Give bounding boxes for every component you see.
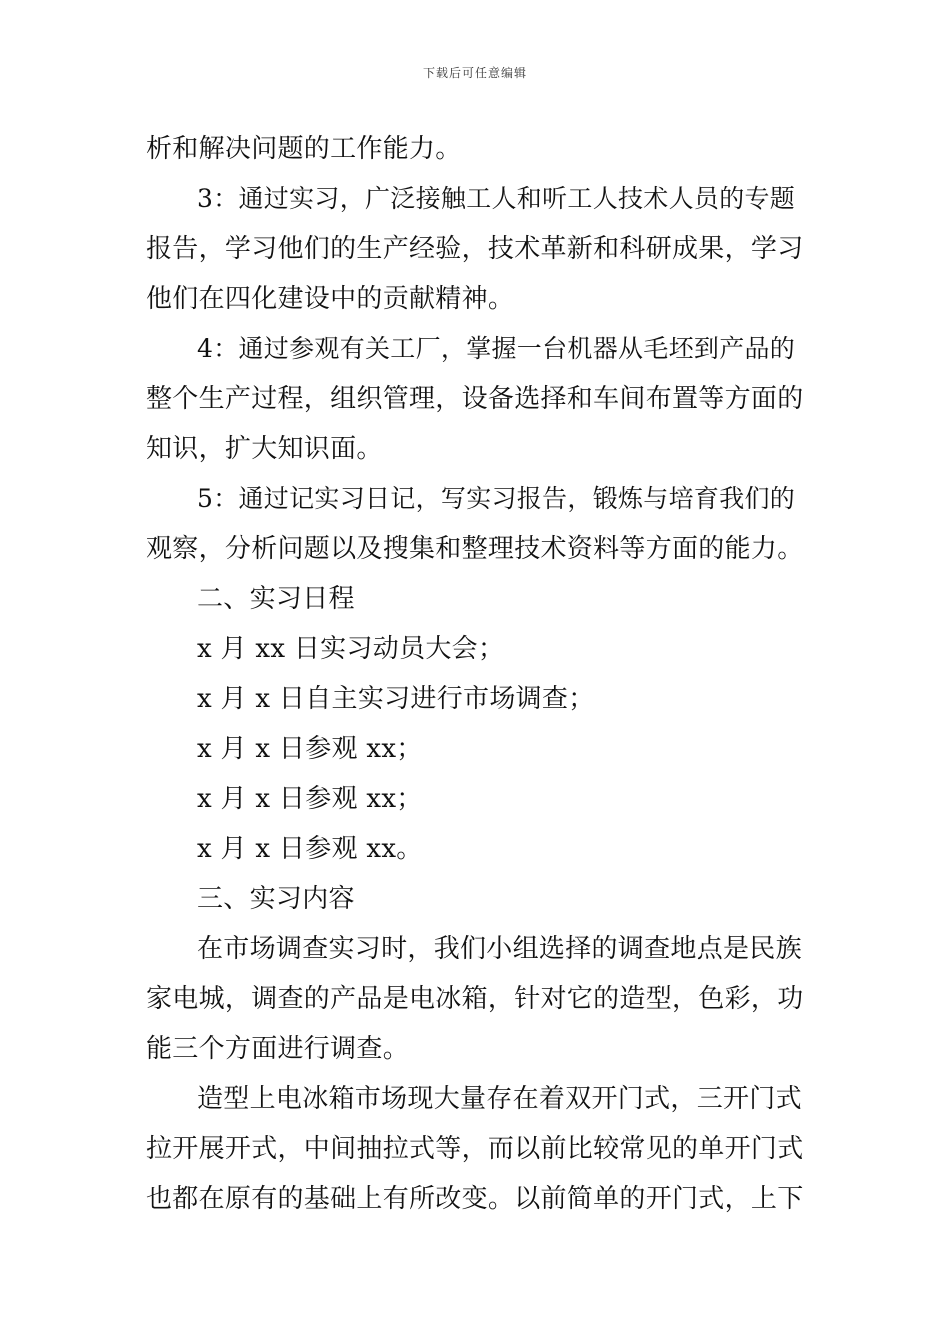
text-line: x 月 x 日自主实习进行市场调查； bbox=[197, 684, 595, 714]
text-line: x 月 xx 日实习动员大会； bbox=[197, 634, 505, 664]
text-line: 知识，扩大知识面。 bbox=[146, 434, 383, 464]
text-line: 二、实习日程 bbox=[197, 584, 355, 614]
text-line: x 月 x 日参观 xx； bbox=[197, 734, 423, 764]
text-line: 他们在四化建设中的贡献精神。 bbox=[146, 284, 515, 314]
page-header: 下载后可任意编辑 bbox=[422, 66, 527, 80]
document-body bbox=[146, 124, 806, 1224]
text-line: 整个生产过程，组织管理，设备选择和车间布置等方面的 bbox=[146, 384, 804, 414]
text-line: 3：通过实习，广泛接触工人和听工人技术人员的专题 bbox=[197, 184, 796, 213]
text-line: 析和解决问题的工作能力。 bbox=[146, 134, 462, 164]
text-line: 造型上电冰箱市场现大量存在着双开门式，三开门式 bbox=[197, 1084, 802, 1114]
text-line: 5：通过记实习日记，写实习报告，锻炼与培育我们的 bbox=[197, 484, 796, 513]
text-line: 能三个方面进行调查。 bbox=[146, 1034, 410, 1064]
text-line: x 月 x 日参观 xx； bbox=[197, 784, 423, 814]
text-line: 家电城，调查的产品是电冰箱，针对它的造型，色彩，功 bbox=[146, 984, 804, 1014]
text-line: 也都在原有的基础上有所改变。以前简单的开门式，上下 bbox=[146, 1184, 804, 1214]
text-line: 观察，分析问题以及搜集和整理技术资料等方面的能力。 bbox=[146, 534, 804, 564]
text-line: 拉开展开式，中间抽拉式等，而以前比较常见的单开门式 bbox=[146, 1134, 804, 1164]
text-line: 报告，学习他们的生产经验，技术革新和科研成果，学习 bbox=[146, 234, 804, 264]
text-line: 4：通过参观有关工厂，掌握一台机器从毛坯到产品的 bbox=[197, 334, 796, 363]
text-line: 在市场调查实习时，我们小组选择的调查地点是民族 bbox=[197, 934, 802, 964]
text-line: 三、实习内容 bbox=[197, 884, 355, 914]
text-line: x 月 x 日参观 xx。 bbox=[197, 834, 423, 864]
